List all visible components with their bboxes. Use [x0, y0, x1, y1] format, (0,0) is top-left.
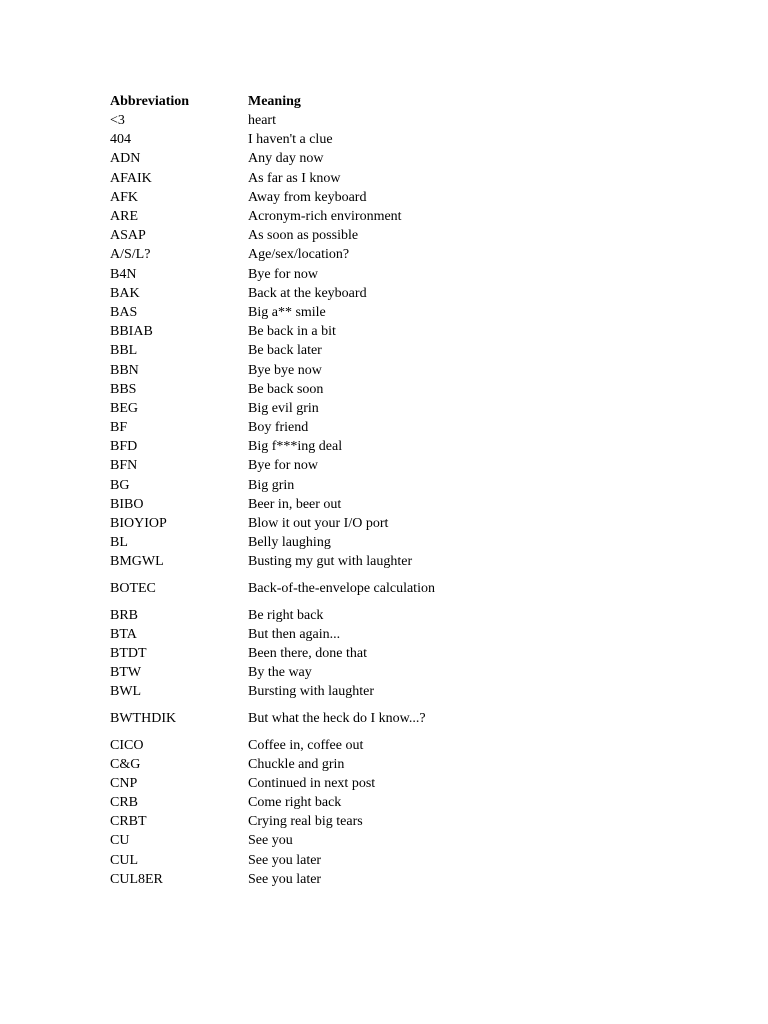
meaning-cell: I haven't a clue: [248, 132, 333, 148]
abbreviation-cell: ARE: [110, 209, 138, 225]
meaning-cell: But what the heck do I know...?: [248, 710, 426, 726]
abbreviation-cell: BTW: [110, 665, 142, 681]
abbreviation-cell: BFD: [110, 439, 138, 455]
table-row: [110, 495, 438, 514]
table-row: [110, 644, 438, 663]
abbreviation-cell: BWTHDIK: [110, 710, 177, 726]
meaning-cell: See you: [248, 833, 293, 849]
abbreviation-cell: B4N: [110, 266, 137, 282]
table-row: [110, 303, 438, 322]
table-row: [110, 870, 438, 889]
abbreviation-cell: CRB: [110, 795, 139, 811]
abbreviation-cell: BBN: [110, 362, 139, 378]
table-row: [110, 831, 438, 850]
meaning-cell: Bye for now: [248, 458, 318, 474]
table-row: [110, 701, 438, 735]
meaning-cell: Crying real big tears: [248, 814, 363, 830]
abbreviation-column-header: Abbreviation: [110, 93, 190, 109]
meaning-cell: Bursting with laughter: [248, 684, 374, 700]
table-row: [110, 207, 438, 226]
abbreviation-cell: BTA: [110, 626, 137, 642]
abbreviation-cell: BG: [110, 477, 130, 493]
table-row: [110, 380, 438, 399]
abbreviation-cell: C&G: [110, 756, 141, 772]
abbreviation-cell: CU: [110, 833, 130, 849]
meaning-cell: Busting my gut with laughter: [248, 554, 413, 570]
table-row: [110, 360, 438, 379]
meaning-cell: Be back in a bit: [248, 324, 336, 340]
meaning-cell: Blow it out your I/O port: [248, 516, 389, 532]
table-row: [110, 418, 438, 437]
meaning-cell: Come right back: [248, 795, 342, 811]
table-row: [110, 437, 438, 456]
meaning-cell: Bye bye now: [248, 362, 322, 378]
table-row: [110, 755, 438, 774]
table-row: [110, 663, 438, 682]
meaning-column-header: Meaning: [248, 93, 301, 109]
meaning-cell: As soon as possible: [248, 228, 359, 244]
abbreviation-table: [110, 91, 438, 889]
table-row: [110, 322, 438, 341]
table-row: [110, 625, 438, 644]
abbreviation-cell: AFK: [110, 189, 139, 205]
meaning-cell: heart: [248, 113, 276, 129]
meaning-cell: Boy friend: [248, 420, 309, 436]
meaning-cell: Been there, done that: [248, 645, 367, 661]
meaning-cell: But then again...: [248, 626, 341, 642]
abbreviation-cell: BIOYIOP: [110, 516, 167, 532]
meaning-cell: Age/sex/location?: [248, 247, 350, 263]
meaning-cell: Continued in next post: [248, 775, 376, 791]
meaning-cell: See you later: [248, 871, 322, 887]
abbreviation-cell: BOTEC: [110, 581, 156, 596]
abbreviation-cell: BRB: [110, 607, 139, 623]
meaning-cell: Coffee in, coffee out: [248, 737, 364, 753]
table-row: [110, 341, 438, 360]
table-row: [110, 399, 438, 418]
abbreviation-cell: ADN: [110, 151, 141, 167]
table-row: [110, 130, 438, 149]
table-row: [110, 514, 438, 533]
table-row: [110, 456, 438, 475]
meaning-cell: Big grin: [248, 477, 295, 493]
table-row: [110, 812, 438, 831]
table-row: [110, 111, 438, 130]
abbreviation-cell: BFN: [110, 458, 138, 474]
meaning-cell: Chuckle and grin: [248, 756, 345, 772]
meaning-cell: Beer in, beer out: [248, 496, 342, 512]
abbreviation-cell: AFAIK: [110, 170, 152, 186]
meaning-cell: Any day now: [248, 151, 324, 167]
table-row: [110, 169, 438, 188]
table-row: [110, 265, 438, 284]
abbreviation-cell: BL: [110, 535, 128, 551]
meaning-cell: Away from keyboard: [248, 189, 367, 205]
table-row: [110, 793, 438, 812]
meaning-cell: Be back soon: [248, 381, 324, 397]
abbreviation-cell: BF: [110, 420, 128, 436]
table-row: [110, 851, 438, 870]
table-body: [110, 111, 438, 889]
abbreviation-cell: BBS: [110, 381, 137, 397]
abbreviation-cell: <3: [110, 113, 125, 129]
meaning-cell: Be right back: [248, 607, 324, 623]
abbreviation-cell: BAK: [110, 285, 140, 301]
table-row: [110, 476, 438, 495]
table-row: [110, 572, 438, 606]
abbreviation-cell: CUL: [110, 852, 138, 868]
abbreviation-cell: A/S/L?: [110, 247, 151, 263]
table-row: [110, 606, 438, 625]
table-row: [110, 226, 438, 245]
abbreviation-cell: CUL8ER: [110, 871, 163, 887]
meaning-cell: Back-of-the-envelope calculation: [248, 581, 435, 596]
table-row: [110, 552, 438, 571]
table-header-row: [110, 91, 438, 111]
table-row: [110, 533, 438, 552]
meaning-cell: Belly laughing: [248, 535, 331, 551]
table-row: [110, 735, 438, 754]
meaning-cell: Acronym-rich environment: [248, 209, 402, 225]
abbreviation-cell: BWL: [110, 684, 142, 700]
abbreviation-cell: CICO: [110, 737, 144, 753]
meaning-cell: By the way: [248, 665, 312, 681]
meaning-cell: As far as I know: [248, 170, 341, 186]
meaning-cell: See you later: [248, 852, 322, 868]
table-row: [110, 245, 438, 264]
abbreviation-cell: BAS: [110, 304, 138, 320]
abbreviation-cell: BMGWL: [110, 554, 164, 570]
meaning-cell: Be back later: [248, 343, 322, 359]
table-row: [110, 774, 438, 793]
abbreviation-cell: 404: [110, 132, 131, 148]
table-row: [110, 188, 438, 207]
abbreviation-cell: CRBT: [110, 814, 147, 830]
abbreviation-cell: ASAP: [110, 228, 146, 244]
meaning-cell: Bye for now: [248, 266, 318, 282]
meaning-cell: Big a** smile: [248, 304, 326, 320]
meaning-cell: Big f***ing deal: [248, 439, 343, 455]
abbreviation-cell: BEG: [110, 400, 138, 416]
meaning-cell: Back at the keyboard: [248, 285, 367, 301]
abbreviation-cell: BIBO: [110, 496, 144, 512]
table-row: [110, 284, 438, 303]
abbreviation-cell: BBL: [110, 343, 138, 359]
abbreviation-cell: CNP: [110, 775, 138, 791]
meaning-cell: Big evil grin: [248, 400, 319, 416]
abbreviation-cell: BTDT: [110, 645, 147, 661]
table-row: [110, 149, 438, 168]
abbreviation-cell: BBIAB: [110, 324, 153, 340]
table-row: [110, 682, 438, 701]
